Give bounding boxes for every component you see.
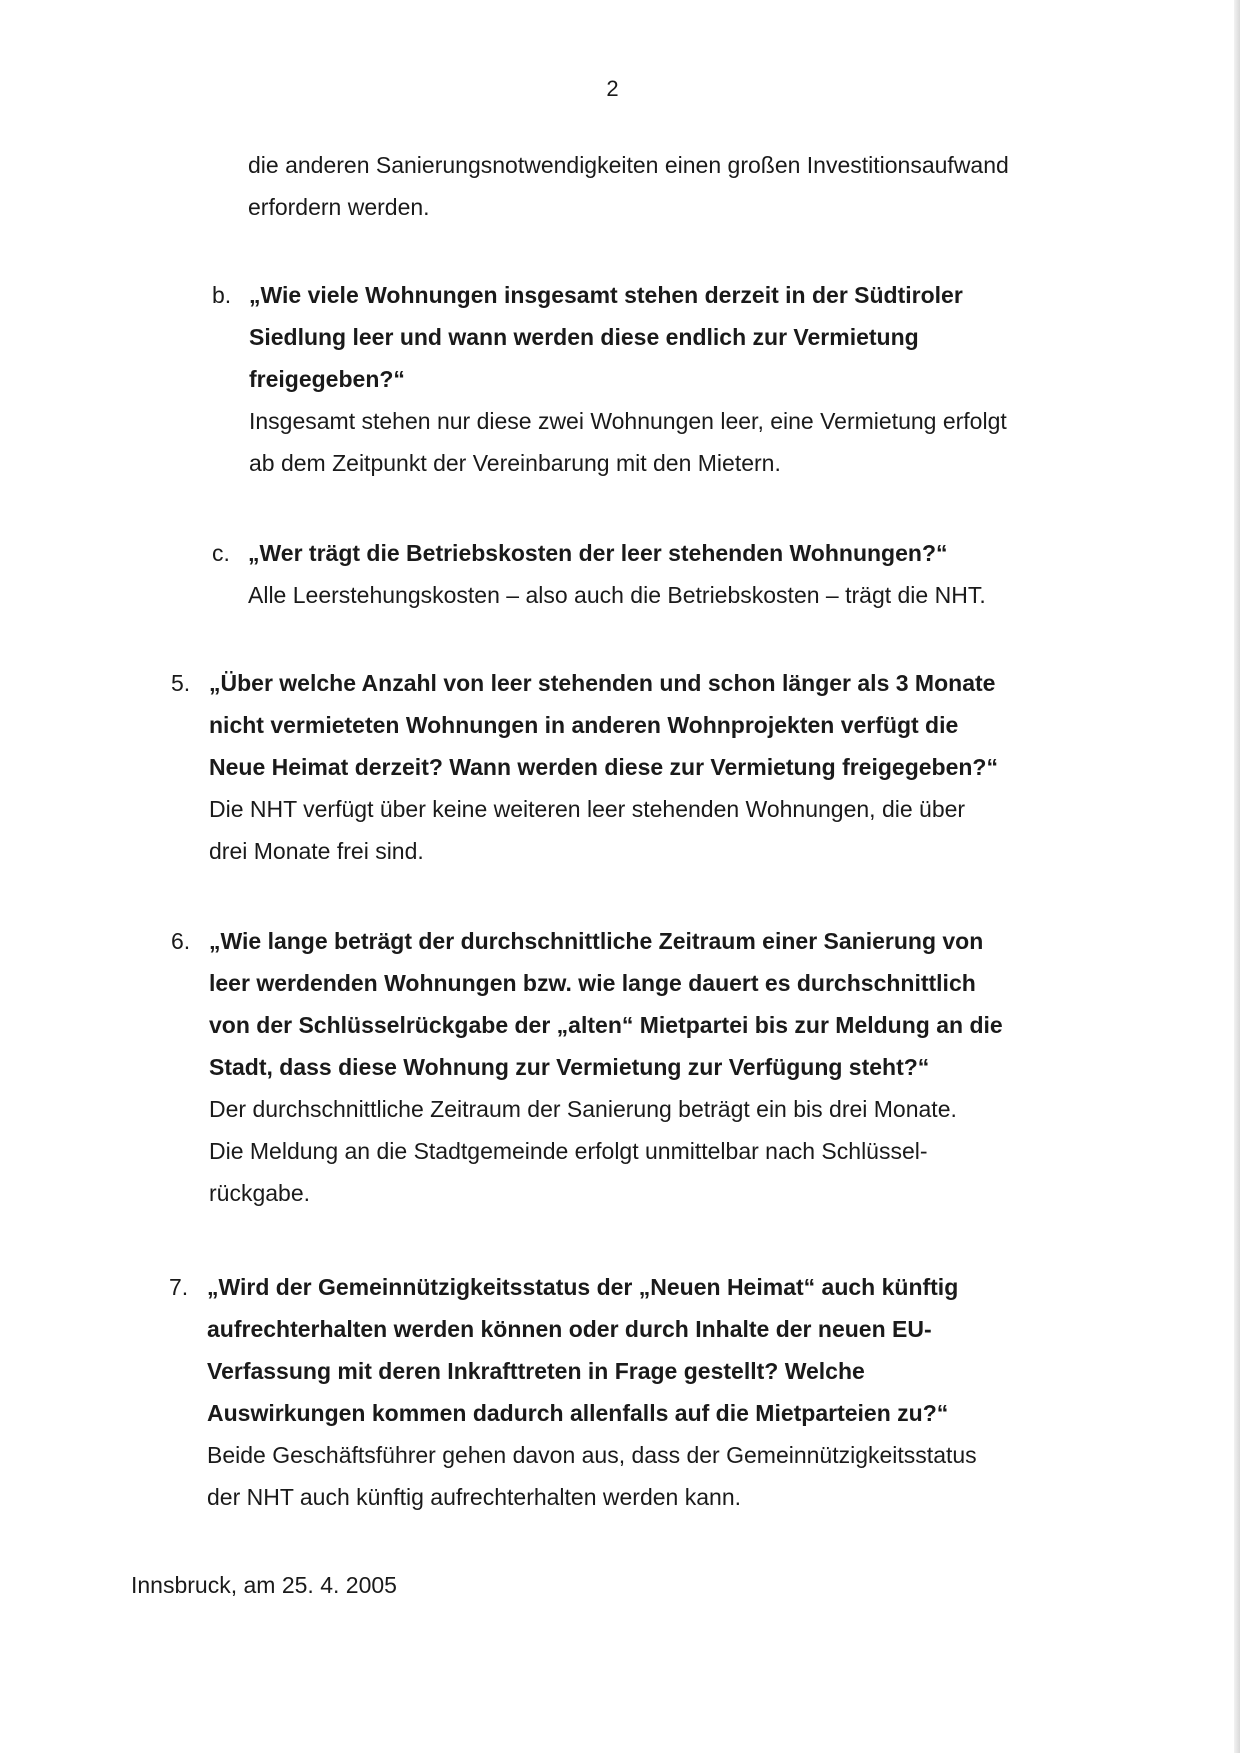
question-line: aufrechterhalten werden können oder durch Inhalte der neuen EU- [207, 1316, 932, 1342]
answer-line: ab dem Zeitpunkt der Vereinbarung mit den Mietern. [249, 450, 781, 476]
text-line: erfordern werden. [248, 194, 430, 220]
item-b [249, 274, 1007, 484]
question-line: „Wie lange beträgt der durchschnittliche Zeitraum einer Sanierung von [209, 928, 984, 954]
question-line: Neue Heimat derzeit? Wann werden diese zur Vermietung freigegeben?“ [209, 754, 998, 780]
item-marker-5: 5. [171, 670, 191, 696]
item-marker-c: c. [212, 540, 230, 566]
item-marker-6: 6. [171, 928, 191, 954]
question-line: Verfassung mit deren Inkrafttreten in Frage gestellt? Welche [207, 1358, 865, 1384]
answer-line: drei Monate frei sind. [209, 838, 424, 864]
text-line: die anderen Sanierungsnotwendigkeiten einen großen Investitionsaufwand [248, 152, 1009, 178]
question-line: Auswirkungen kommen dadurch allenfalls auf die Mietparteien zu?“ [207, 1400, 949, 1426]
question-line: „Wie viele Wohnungen insgesamt stehen derzeit in der Südtiroler [249, 282, 963, 308]
item-c [248, 532, 986, 616]
question-line: Siedlung leer und wann werden diese endlich zur Vermietung [249, 324, 919, 350]
answer-line: der NHT auch künftig aufrechterhalten werden kann. [207, 1484, 741, 1510]
item-marker-b: b. [212, 282, 232, 308]
question-line: „Wird der Gemeinnützigkeitsstatus der „Neuen Heimat“ auch künftig [207, 1274, 959, 1300]
answer-line: Die NHT verfügt über keine weiteren leer stehenden Wohnungen, die über [209, 796, 966, 822]
item-marker-7: 7. [169, 1274, 189, 1300]
question-5 [209, 662, 998, 872]
question-line: „Über welche Anzahl von leer stehenden und schon länger als 3 Monate [209, 670, 996, 696]
question-6 [209, 920, 1003, 1214]
answer-line: Insgesamt stehen nur diese zwei Wohnungen leer, eine Vermietung erfolgt [249, 408, 1007, 434]
question-7 [207, 1266, 977, 1518]
continuation-paragraph [248, 144, 1009, 228]
place-date-closing: Innsbruck, am 25. 4. 2005 [131, 1572, 397, 1598]
answer-line: Beide Geschäftsführer gehen davon aus, dass der Gemeinnützigkeitsstatus [207, 1442, 977, 1468]
answer-line: Die Meldung an die Stadtgemeinde erfolgt unmittelbar nach Schlüssel- [209, 1138, 928, 1164]
answer-line: Der durchschnittliche Zeitraum der Sanierung beträgt ein bis drei Monate. [209, 1096, 957, 1122]
question-line: Stadt, dass diese Wohnung zur Vermietung zur Verfügung steht?“ [209, 1054, 930, 1080]
question-line: leer werdenden Wohnungen bzw. wie lange dauert es durchschnittlich [209, 970, 976, 996]
question-line: von der Schlüsselrückgabe der „alten“ Mietpartei bis zur Meldung an die [209, 1012, 1003, 1038]
answer-line: rückgabe. [209, 1180, 311, 1206]
scan-edge [1234, 0, 1240, 1753]
answer-line: Alle Leerstehungskosten – also auch die Betriebskosten – trägt die NHT. [248, 582, 986, 608]
question-line: nicht vermieteten Wohnungen in anderen Wohnprojekten verfügt die [209, 712, 959, 738]
page-number: 2 [606, 76, 619, 101]
question-line: „Wer trägt die Betriebskosten der leer stehenden Wohnungen?“ [248, 540, 948, 566]
question-line: freigegeben?“ [249, 366, 405, 392]
